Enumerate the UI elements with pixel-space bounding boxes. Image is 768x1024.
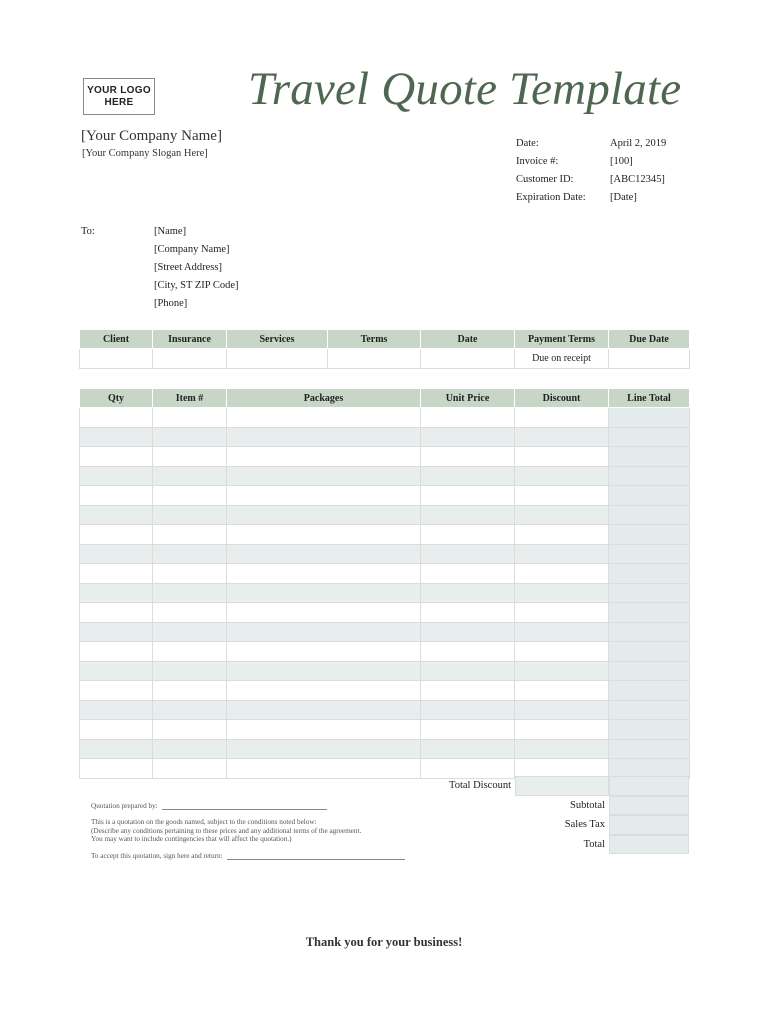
cell-item-number[interactable] (153, 700, 227, 720)
cell-packages[interactable] (227, 408, 421, 428)
header-terms: Terms (328, 330, 421, 349)
cell-qty[interactable] (80, 544, 153, 564)
cell-client[interactable] (80, 349, 153, 369)
item-row (80, 525, 690, 545)
cell-item-number[interactable] (153, 427, 227, 447)
cell-discount[interactable] (515, 642, 609, 662)
cell-line-total[interactable] (609, 466, 690, 486)
cell-qty[interactable] (80, 583, 153, 603)
logo-text: YOUR LOGO HERE (87, 84, 151, 108)
item-row (80, 700, 690, 720)
meta-label: Customer ID: (516, 173, 574, 185)
prepared-by-label: Quotation prepared by: (91, 802, 158, 810)
cell-packages[interactable] (227, 544, 421, 564)
cell-date[interactable] (421, 349, 515, 369)
item-row (80, 505, 690, 525)
cell-discount[interactable] (515, 466, 609, 486)
cell-packages[interactable] (227, 720, 421, 740)
cell-qty[interactable] (80, 603, 153, 623)
cell-line-total[interactable] (609, 739, 690, 759)
item-row (80, 661, 690, 681)
header-discount: Discount (515, 389, 609, 408)
cell-unit-price[interactable] (421, 486, 515, 506)
cell-discount[interactable] (515, 661, 609, 681)
cell-packages[interactable] (227, 622, 421, 642)
cell-line-total[interactable] (609, 544, 690, 564)
cell-item-number[interactable] (153, 525, 227, 545)
header-item-number: Item # (153, 389, 227, 408)
cell-unit-price[interactable] (421, 661, 515, 681)
cell-discount[interactable] (515, 525, 609, 545)
document-title: Travel Quote Template (248, 63, 682, 115)
meta-row-customer-id (516, 170, 666, 188)
recipient-address (154, 226, 239, 316)
cell-unit-price[interactable] (421, 603, 515, 623)
cell-qty[interactable] (80, 505, 153, 525)
cell-qty[interactable] (80, 525, 153, 545)
cell-item-number[interactable] (153, 622, 227, 642)
cell-item-number[interactable] (153, 603, 227, 623)
cell-unit-price[interactable] (421, 642, 515, 662)
cell-qty[interactable] (80, 622, 153, 642)
header-services: Services (227, 330, 328, 349)
recipient-phone: [Phone] (154, 298, 188, 309)
header-payment-terms: Payment Terms (515, 330, 609, 349)
cell-qty[interactable] (80, 681, 153, 701)
cell-unit-price[interactable] (421, 544, 515, 564)
cell-item-number[interactable] (153, 759, 227, 779)
meta-row-invoice (516, 152, 666, 170)
cell-line-total[interactable] (609, 583, 690, 603)
cell-item-number[interactable] (153, 583, 227, 603)
cell-unit-price[interactable] (421, 720, 515, 740)
total-discount-row (420, 776, 689, 796)
accept-line (91, 852, 451, 860)
cell-discount[interactable] (515, 681, 609, 701)
terms-line-3: You may want to include contingencies that will affect the quotation.) (91, 835, 292, 844)
recipient-company: [Company Name] (154, 244, 230, 255)
cell-packages[interactable] (227, 700, 421, 720)
cell-line-total[interactable] (609, 525, 690, 545)
meta-value: [ABC12345] (610, 173, 665, 185)
cell-packages[interactable] (227, 447, 421, 467)
cell-item-number[interactable] (153, 447, 227, 467)
recipient-name: [Name] (154, 226, 187, 237)
info-row (80, 349, 690, 369)
accept-signature-line[interactable] (227, 859, 405, 860)
cell-line-total[interactable] (609, 642, 690, 662)
cell-packages[interactable] (227, 427, 421, 447)
cell-qty[interactable] (80, 759, 153, 779)
cell-discount[interactable] (515, 544, 609, 564)
total-cell[interactable] (609, 835, 689, 855)
cell-packages[interactable] (227, 603, 421, 623)
cell-unit-price[interactable] (421, 427, 515, 447)
meta-value: April 2, 2019 (610, 137, 667, 149)
cell-item-number[interactable] (153, 408, 227, 428)
header-insurance: Insurance (153, 330, 227, 349)
cell-item-number[interactable] (153, 564, 227, 584)
cell-unit-price[interactable] (421, 681, 515, 701)
cell-qty[interactable] (80, 408, 153, 428)
cell-qty[interactable] (80, 486, 153, 506)
subtotal-cell[interactable] (609, 796, 689, 816)
cell-discount[interactable] (515, 720, 609, 740)
cell-qty[interactable] (80, 564, 153, 584)
cell-line-total[interactable] (609, 603, 690, 623)
item-row (80, 447, 690, 467)
cell-line-total[interactable] (609, 564, 690, 584)
cell-discount[interactable] (515, 583, 609, 603)
cell-unit-price[interactable] (421, 447, 515, 467)
cell-line-total[interactable] (609, 427, 690, 447)
cell-payment-terms[interactable]: Due on receipt (515, 349, 609, 369)
item-row (80, 564, 690, 584)
sales-tax-label: Sales Tax (564, 819, 605, 831)
item-row (80, 739, 690, 759)
header-date: Date (421, 330, 515, 349)
accept-label: To accept this quotation, sign here and return: (91, 851, 223, 860)
cell-item-number[interactable] (153, 739, 227, 759)
item-row (80, 427, 690, 447)
cell-qty[interactable] (80, 739, 153, 759)
cell-terms[interactable] (328, 349, 421, 369)
company-slogan: [Your Company Slogan Here] (82, 148, 208, 159)
cell-line-total[interactable] (609, 447, 690, 467)
cell-unit-price[interactable] (421, 525, 515, 545)
meta-label: Date: (516, 137, 539, 149)
meta-row-date (516, 134, 666, 152)
recipient-city: [City, ST ZIP Code] (154, 280, 239, 291)
cell-item-number[interactable] (153, 466, 227, 486)
cell-qty[interactable] (80, 466, 153, 486)
sales-tax-row (420, 815, 689, 835)
cell-discount[interactable] (515, 447, 609, 467)
cell-line-total[interactable] (609, 720, 690, 740)
cell-discount[interactable] (515, 739, 609, 759)
cell-unit-price[interactable] (421, 564, 515, 584)
meta-row-expiration (516, 188, 666, 206)
cell-qty[interactable] (80, 661, 153, 681)
cell-packages[interactable] (227, 583, 421, 603)
item-row (80, 466, 690, 486)
terms-line-2: (Describe any conditions pertaining to these prices and any additional terms of the agreement. (91, 826, 362, 835)
item-row (80, 622, 690, 642)
cell-unit-price[interactable] (421, 622, 515, 642)
cell-packages[interactable] (227, 681, 421, 701)
cell-insurance[interactable] (153, 349, 227, 369)
header-qty: Qty (80, 389, 153, 408)
cell-discount[interactable] (515, 700, 609, 720)
sales-tax-cell[interactable] (609, 815, 689, 835)
cell-discount[interactable] (515, 408, 609, 428)
cell-item-number[interactable] (153, 544, 227, 564)
item-row (80, 642, 690, 662)
cell-unit-price[interactable] (421, 583, 515, 603)
cell-qty[interactable] (80, 700, 153, 720)
cell-unit-price[interactable] (421, 466, 515, 486)
cell-discount[interactable] (515, 427, 609, 447)
cell-line-total[interactable] (609, 486, 690, 506)
header-client: Client (80, 330, 153, 349)
cell-qty[interactable] (80, 447, 153, 467)
info-header-row (80, 330, 690, 349)
cell-line-total[interactable] (609, 681, 690, 701)
cell-unit-price[interactable] (421, 700, 515, 720)
cell-discount[interactable] (515, 564, 609, 584)
quote-meta (516, 134, 666, 206)
cell-discount[interactable] (515, 486, 609, 506)
cell-discount[interactable] (515, 505, 609, 525)
recipient-street: [Street Address] (154, 262, 222, 273)
item-row (80, 583, 690, 603)
cell-unit-price[interactable] (421, 408, 515, 428)
cell-item-number[interactable] (153, 681, 227, 701)
cell-line-total[interactable] (609, 505, 690, 525)
total-row (420, 835, 689, 855)
item-row (80, 720, 690, 740)
info-table (79, 329, 690, 369)
cell-packages[interactable] (227, 466, 421, 486)
total-discount-label: Total Discount (449, 780, 511, 792)
cell-due-date[interactable] (609, 349, 690, 369)
meta-value: [100] (610, 155, 633, 167)
cell-line-total[interactable] (609, 700, 690, 720)
item-row (80, 486, 690, 506)
cell-qty[interactable] (80, 642, 153, 662)
item-row (80, 681, 690, 701)
header-packages: Packages (227, 389, 421, 408)
total-discount-cell[interactable] (515, 776, 609, 796)
items-body (80, 408, 690, 779)
logo-placeholder (83, 78, 155, 115)
cell-services[interactable] (227, 349, 328, 369)
cell-qty[interactable] (80, 720, 153, 740)
cell-line-total[interactable] (609, 408, 690, 428)
cell-packages[interactable] (227, 759, 421, 779)
cell-packages[interactable] (227, 505, 421, 525)
cell-line-total[interactable] (609, 661, 690, 681)
header-unit-price: Unit Price (421, 389, 515, 408)
terms-section (91, 802, 451, 860)
cell-item-number[interactable] (153, 661, 227, 681)
recipient-label: To: (81, 226, 95, 237)
subtotal-label: Subtotal (569, 799, 605, 811)
cell-unit-price[interactable] (421, 505, 515, 525)
cell-packages[interactable] (227, 486, 421, 506)
meta-value: [Date] (610, 191, 637, 203)
cell-packages[interactable] (227, 739, 421, 759)
company-name: [Your Company Name] (81, 128, 222, 144)
cell-packages[interactable] (227, 661, 421, 681)
cell-unit-price[interactable] (421, 739, 515, 759)
cell-packages[interactable] (227, 642, 421, 662)
prepared-by-line (91, 802, 451, 810)
meta-label: Expiration Date: (516, 191, 586, 203)
item-row (80, 408, 690, 428)
cell-item-number[interactable] (153, 720, 227, 740)
cell-packages[interactable] (227, 525, 421, 545)
cell-qty[interactable] (80, 427, 153, 447)
thank-you-note: Thank you for your business! (305, 935, 463, 949)
terms-line-1: This is a quotation on the goods named, subject to the conditions noted below: (91, 818, 317, 827)
meta-label: Invoice #: (516, 155, 559, 167)
subtotal-row (420, 796, 689, 816)
prepared-by-signature-line[interactable] (162, 809, 327, 810)
cell-discount[interactable] (515, 603, 609, 623)
cell-item-number[interactable] (153, 642, 227, 662)
item-row (80, 544, 690, 564)
cell-item-number[interactable] (153, 505, 227, 525)
total-discount-line-cell[interactable] (609, 776, 689, 796)
cell-packages[interactable] (227, 564, 421, 584)
total-label: Total (583, 838, 605, 850)
cell-discount[interactable] (515, 622, 609, 642)
items-header-row (80, 389, 690, 408)
cell-item-number[interactable] (153, 486, 227, 506)
header-line-total: Line Total (609, 389, 690, 408)
cell-line-total[interactable] (609, 622, 690, 642)
totals-section (420, 776, 689, 854)
header-due-date: Due Date (609, 330, 690, 349)
items-table (79, 388, 690, 779)
item-row (80, 603, 690, 623)
